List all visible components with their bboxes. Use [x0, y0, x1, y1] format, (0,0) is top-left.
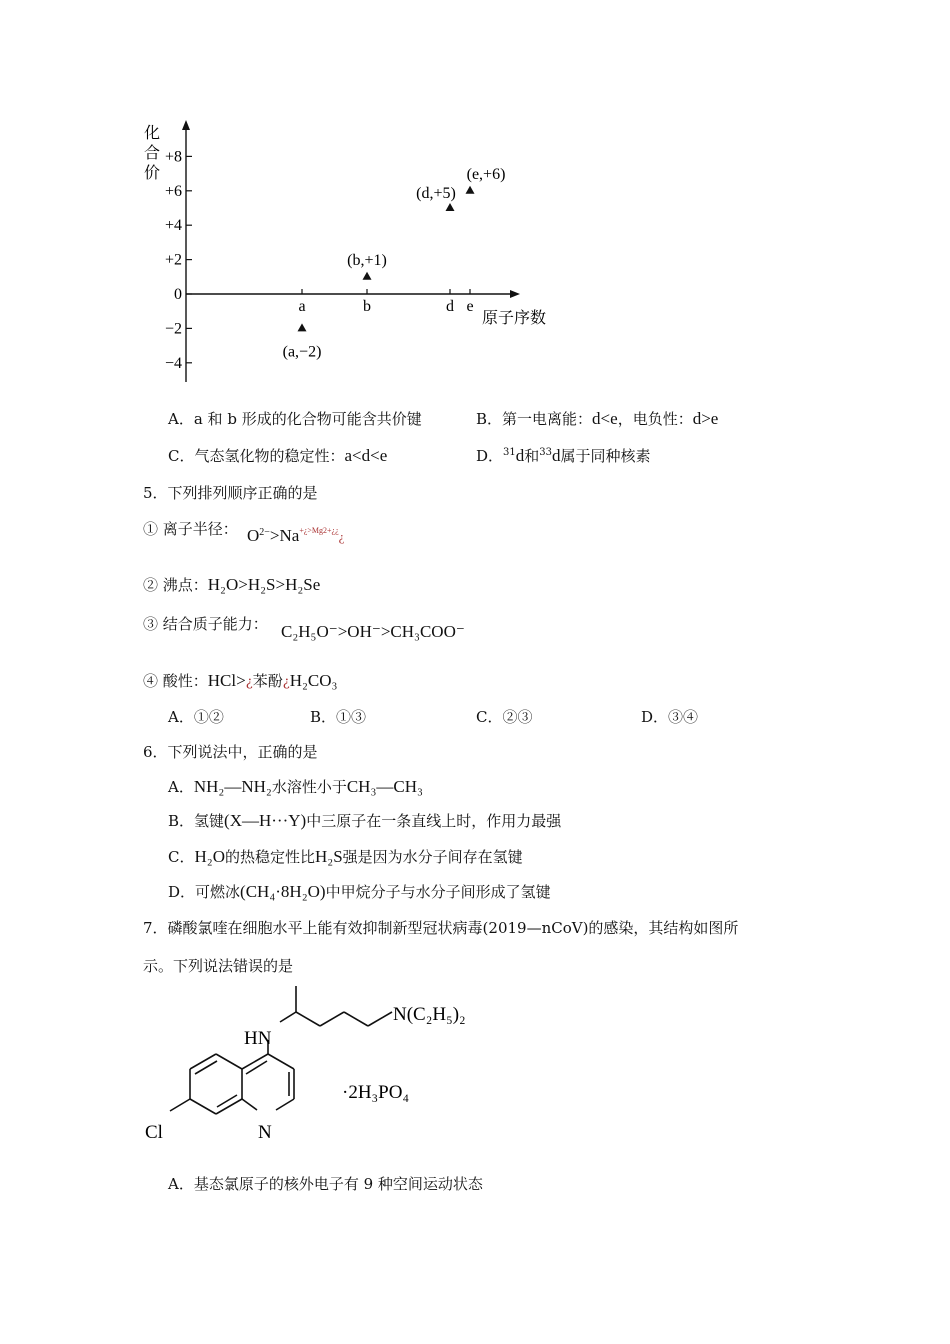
y-tick-label: 0 [174, 286, 182, 303]
q4-option-c[interactable]: C．气态氢化物的稳定性：a<d<e [168, 446, 388, 465]
structure-cl: Cl [145, 1122, 163, 1143]
point-label-b: (b,+1) [347, 251, 387, 269]
point-d [446, 203, 455, 211]
x-axis-label: 原子序数 [482, 310, 547, 327]
q6-option-d[interactable]: D．可燃冰(CH₄·8H₂O)中甲烷分子与水分子间形成了氢键 [168, 882, 551, 901]
x-category-a: a [298, 298, 306, 315]
point-b [363, 272, 372, 280]
y-axis-arrow [182, 120, 190, 130]
q7-stem-line2: 示。下列说法错误的是 [143, 957, 294, 975]
y-tick-label: −4 [164, 354, 182, 372]
q6-option-a[interactable]: A．NH₂—NH₂水溶性小于CH₃—CH₃ [168, 777, 423, 796]
point-a [298, 323, 307, 331]
q5-item-1: ① 离子半径： [143, 520, 238, 538]
point-label-e: (e,+6) [466, 165, 506, 183]
q5-option-a[interactable]: A．①② [168, 708, 224, 726]
q5-option-d[interactable]: D．③④ [641, 708, 699, 726]
x-category-d: d [446, 298, 454, 315]
q6-stem: 6．下列说法中，正确的是 [143, 743, 318, 761]
point-label-a: (a,−2) [282, 343, 322, 361]
structure-hn: HN [244, 1028, 272, 1049]
y-tick-label: +6 [164, 182, 182, 200]
point-e [466, 186, 475, 194]
q5-item-3-formula: C₂H₅O⁻>OH⁻>CH₃COO⁻ [281, 622, 465, 641]
q7-option-a[interactable]: A．基态氯原子的核外电子有 9 种空间运动状态 [168, 1175, 483, 1193]
q4-option-d[interactable]: D．$^{31}$d和$^{33}$d属于同种核素 [476, 446, 651, 465]
y-tick-label: −2 [164, 320, 182, 338]
q5-option-b[interactable]: B．①③ [310, 708, 367, 726]
point-label-d: (d,+5) [416, 185, 456, 202]
q5-item-4: ④ 酸性：HCl>¿苯酚¿H₂CO₃ [143, 671, 338, 690]
chloroquine-structure [140, 980, 480, 1150]
x-category-b: b [363, 298, 371, 315]
valence-chart [130, 110, 570, 390]
structure-salt: ·2H₃PO₄ [342, 1082, 410, 1103]
q4-option-b[interactable]: B．第一电离能：d<e，电负性：d>e [476, 409, 719, 428]
q6-option-b[interactable]: B．氢键(X—H···Y)中三原子在一条直线上时，作用力最强 [168, 811, 562, 830]
structure-amine: N(C₂H₅)₂ [393, 1004, 466, 1025]
y-tick-label: +4 [164, 217, 182, 235]
x-category-e: e [466, 298, 474, 315]
q5-option-c[interactable]: C．②③ [476, 708, 533, 726]
q7-stem-line1: 7．磷酸氯喹在细胞水平上能有效抑制新型冠状病毒(2019—nCoV)的感染，其结构如图所 [143, 919, 739, 937]
q5-item-1-formula: $O^{2-}>Na^{+¿>Mg2+¿¿}¿$ [247, 526, 345, 545]
q4-option-a[interactable]: A．a 和 b 形成的化合物可能含共价键 [168, 410, 422, 428]
q6-option-c[interactable]: C．H₂O的热稳定性比H₂S强是因为水分子间存在氢键 [168, 847, 523, 866]
x-axis-arrow [510, 290, 520, 298]
q5-stem: 5．下列排列顺序正确的是 [143, 484, 318, 502]
structure-n: N [258, 1122, 272, 1143]
y-tick-label: +8 [164, 148, 182, 166]
q5-item-2: ② 沸点：H₂O>H₂S>H₂Se [143, 575, 321, 594]
y-tick-label: +2 [164, 251, 182, 269]
q5-item-3: ③ 结合质子能力： [143, 615, 268, 633]
y-axis-label: 化合价 [144, 125, 161, 182]
